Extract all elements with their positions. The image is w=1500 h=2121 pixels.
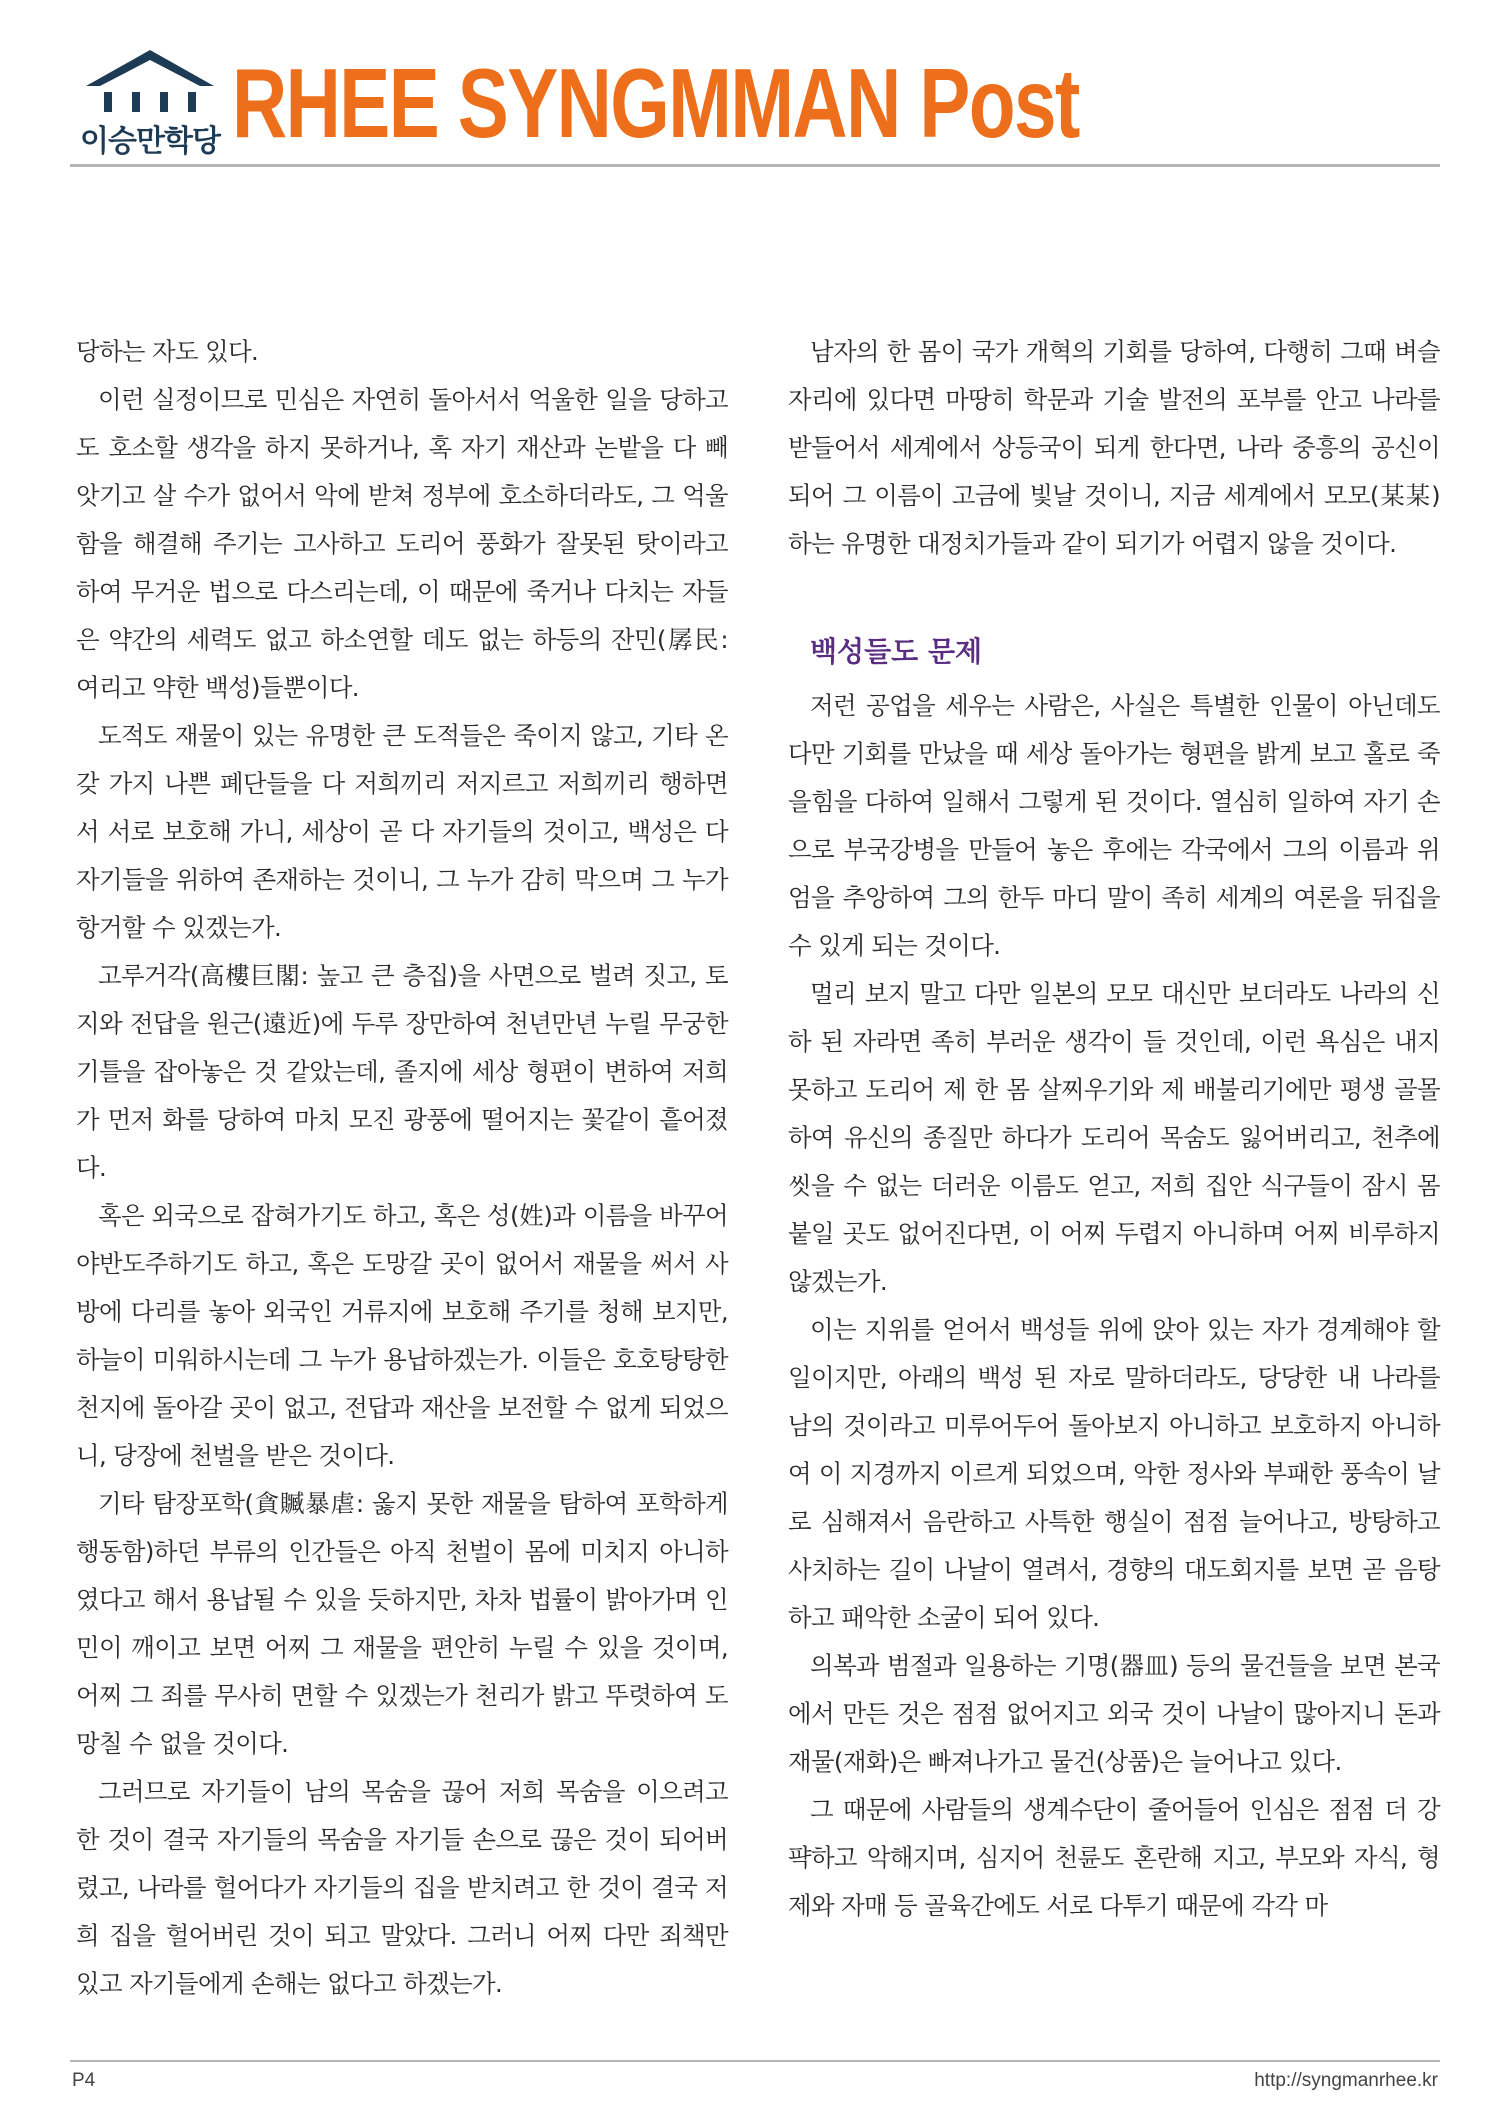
paragraph: 도적도 재물이 있는 유명한 큰 도적들은 죽이지 않고, 기타 온갖 가지 나쁜 폐단들을 다 저희끼리 저지르고 저희끼리 행하면서 서로 보호해 가니, 세상이 곧 다 자기들의 것이고, 백성은 다 자기들을 위하여 존재하는 것이니, 그 누가 감히 막으며 그 누가 항거할 수 있겠는가. [76, 721, 728, 942]
publication-title: RHEE SYNGMMAN Post [232, 48, 1079, 158]
paragraph: 당하는 자도 있다. [76, 337, 259, 366]
section-heading: 백성들도 문제 [810, 635, 983, 668]
paragraph: 그 때문에 사람들의 생계수단이 줄어들어 인심은 점점 더 강퍅하고 악해지며, 심지어 천륜도 혼란해 지고, 부모와 자식, 형제와 자매 등 골육간에도 서로 다투기 때문에 각각 마 [788, 1795, 1440, 1920]
footer-divider [70, 2060, 1440, 2062]
header-divider [70, 164, 1440, 167]
paragraph: 저런 공업을 세우는 사람은, 사실은 특별한 인물이 아닌데도 다만 기회를 만났을 때 세상 돌아가는 형편을 밝게 보고 홀로 죽을힘을 다하여 일해서 그렇게 된 것이다. 열심히 일하여 자기 손으로 부국강병을 만들어 놓은 후에는 각국에서 그의 이름과 위엄을 추앙하여 그의 한두 마디 말이 족히 세계의 여론을 뒤집을 수 있게 되는 것이다. [788, 691, 1440, 960]
paragraph: 이런 실정이므로 민심은 자연히 돌아서서 억울한 일을 당하고도 호소할 생각을 하지 못하거나, 혹 자기 재산과 논밭을 다 빼앗기고 살 수가 없어서 악에 받쳐 정부에 호소하더라도, 그 억울함을 해결해 주기는 고사하고 도리어 풍화가 잘못된 탓이라고 하여 무거운 법으로 다스리는데, 이 때문에 죽거나 다치는 자들은 약간의 세력도 없고 하소연할 데도 없는 하등의 잔민(孱民: 여리고 약한 백성)들뿐이다. [76, 385, 728, 702]
paragraph: 고루거각(高樓巨閣: 높고 큰 층집)을 사면으로 벌려 짓고, 토지와 전답을 원근(遠近)에 두루 장만하여 천년만년 누릴 무궁한 기틀을 잡아놓은 것 같았는데, 졸지에 세상 형편이 변하여 저희가 먼저 화를 당하여 마치 모진 광풍에 떨어지는 꽃같이 흩어졌다. [76, 961, 728, 1182]
paragraph: 그러므로 자기들이 남의 목숨을 끊어 저희 목숨을 이으려고 한 것이 결국 자기들의 목숨을 자기들 손으로 끊은 것이 되어버렸고, 나라를 헐어다가 자기들의 집을 받치려고 한 것이 결국 저희 집을 헐어버린 것이 되고 말았다. 그러니 어찌 다만 죄책만 있고 자기들에게 손해는 없다고 하겠는가. [76, 1777, 728, 1998]
website-link[interactable]: http://syngmanrhee.kr [1254, 2070, 1438, 2091]
paragraph: 이는 지위를 얻어서 백성들 위에 앉아 있는 자가 경계해야 할 일이지만, 아래의 백성 된 자로 말하더라도, 당당한 내 나라를 남의 것이라고 미루어두어 돌아보지 아니하고 보호하지 아니하여 이 지경까지 이르게 되었으며, 악한 정사와 부패한 풍속이 날로 심해져서 음란하고 사특한 행실이 점점 늘어나고, 방탕하고 사치하는 길이 나날이 열려서, 경향의 대도회지를 보면 곧 음탕하고 패악한 소굴이 되어 있다. [788, 1315, 1440, 1632]
paragraph: 기타 탐장포학(貪贓暴虐: 옳지 못한 재물을 탐하여 포학하게 행동함)하던 부류의 인간들은 아직 천벌이 몸에 미치지 아니하였다고 해서 용납될 수 있을 듯하지만, 차차 법률이 밝아가며 인민이 깨이고 보면 어찌 그 재물을 편안히 누릴 수 있을 것이며, 어찌 그 죄를 무사히 면할 수 있겠는가 천리가 밝고 뚜렷하여 도망칠 수 없을 것이다. [76, 1489, 728, 1758]
house-logo-icon [82, 48, 218, 114]
spacer [788, 568, 1440, 616]
paragraph: 혹은 외국으로 잡혀가기도 하고, 혹은 성(姓)과 이름을 바꾸어 야반도주하기도 하고, 혹은 도망갈 곳이 없어서 재물을 써서 사방에 다리를 놓아 외국인 거류지에 보호해 주기를 청해 보지만, 하늘이 미워하시는데 그 누가 용납하겠는가. 이들은 호호탕탕한 천지에 돌아갈 곳이 없고, 전답과 재산을 보전할 수 없게 되었으니, 당장에 천벌을 받은 것이다. [76, 1201, 728, 1470]
paragraph: 멀리 보지 말고 다만 일본의 모모 대신만 보더라도 나라의 신하 된 자라면 족히 부러운 생각이 들 것인데, 이런 욕심은 내지 못하고 도리어 제 한 몸 살찌우기와 제 배불리기에만 평생 골몰하여 유신의 종질만 하다가 도리어 목숨도 잃어버리고, 천추에 씻을 수 없는 더러운 이름도 얻고, 저희 집안 식구들이 잠시 몸 붙일 곳도 없어진다면, 이 어찌 두렵지 아니하며 어찌 비루하지 않겠는가. [788, 979, 1440, 1296]
left-column [76, 328, 728, 2008]
masthead [70, 48, 1440, 168]
logo-text: 이승만학당 [80, 124, 220, 159]
page-number: P4 [72, 2070, 96, 2091]
right-column [788, 328, 1440, 1930]
logo[interactable] [70, 48, 230, 158]
paragraph: 남자의 한 몸이 국가 개혁의 기회를 당하여, 다행히 그때 벼슬자리에 있다면 마땅히 학문과 기술 발전의 포부를 안고 나라를 받들어서 세계에서 상등국이 되게 한다면, 나라 중흥의 공신이 되어 그 이름이 고금에 빛날 것이니, 지금 세계에서 모모(某某)하는 유명한 대정치가들과 같이 되기가 어렵지 않을 것이다. [788, 337, 1440, 558]
paragraph: 의복과 범절과 일용하는 기명(器皿) 등의 물건들을 보면 본국에서 만든 것은 점점 없어지고 외국 것이 나날이 많아지니 돈과 재물(재화)은 빠져나가고 물건(상품)은 늘어나고 있다. [788, 1651, 1440, 1776]
